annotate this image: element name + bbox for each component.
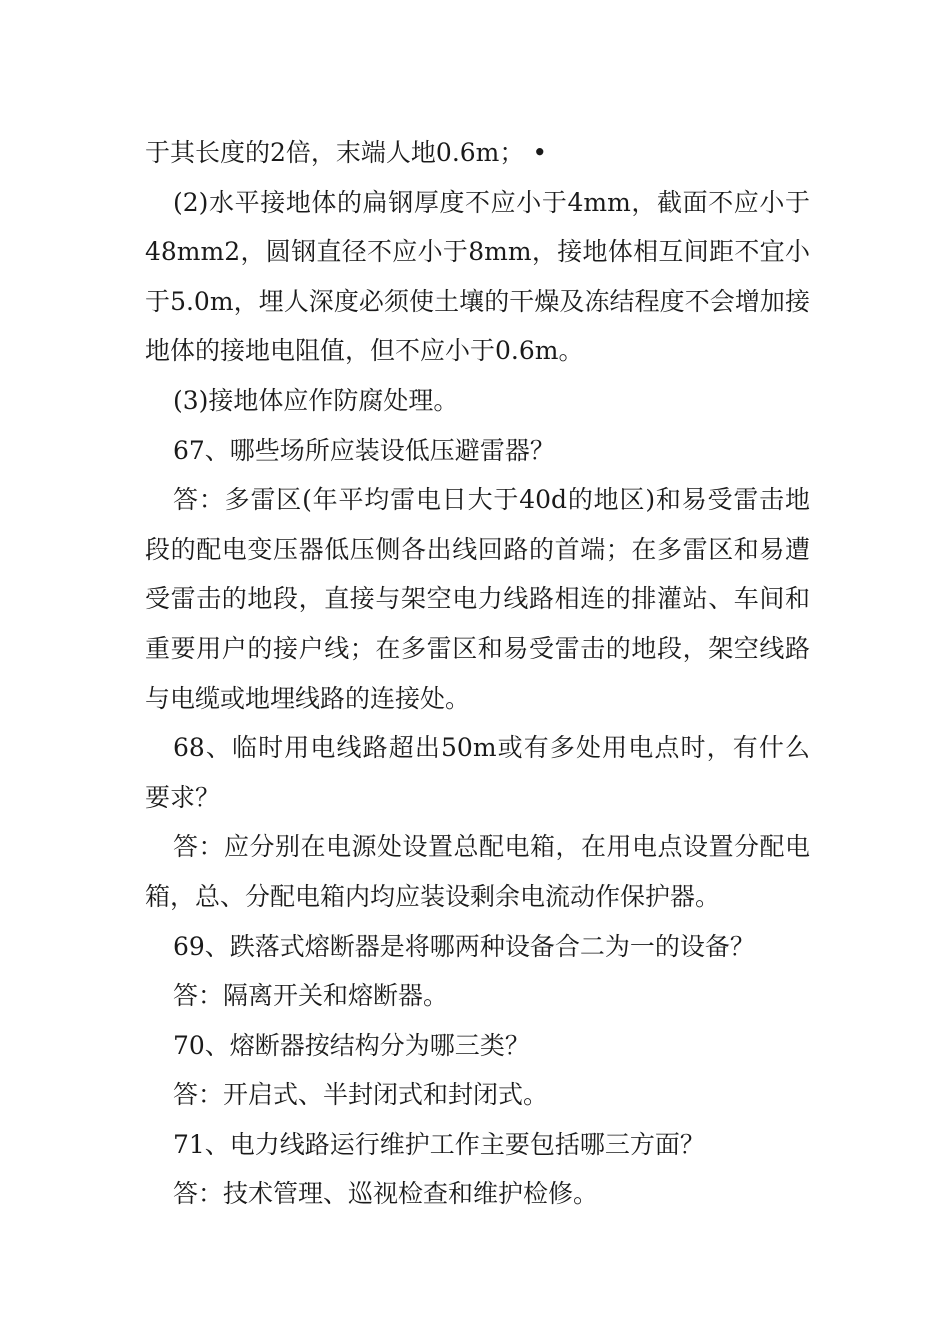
answer-71: 答：技术管理、巡视检查和维护检修。 xyxy=(173,1179,599,1209)
answer-70: 答：开启式、半封闭式和封闭式。 xyxy=(173,1080,549,1110)
question-67: 67、哪些场所应装设低压避雷器？ xyxy=(173,435,555,465)
question-70: 70、熔断器按结构分为哪三类？ xyxy=(173,1030,530,1060)
answer-68: 答：应分别在电源处设置总配电箱，在用电点设置分配电箱，总、分配电箱内均应装设剩余电流动作保护器。 xyxy=(145,832,810,911)
document-body xyxy=(145,128,810,1219)
paragraph-item-2: (2)水平接地体的扁钢厚度不应小于4mm，截面不应小于48mm2，圆钢直径不应小于8mm，接地体相互间距不宜小于5.0m，埋人深度必须使土壤的干燥及冻结程度不会增加接地体的接地电阻值，但不应小于0.6m。 xyxy=(145,187,810,366)
paragraph-item-3: (3)接地体应作防腐处理。 xyxy=(173,385,459,415)
question-71: 71、电力线路运行维护工作主要包括哪三方面？ xyxy=(173,1129,705,1159)
paragraph-continuation: 于其长度的2倍，末端人地0.6m； • xyxy=(145,138,548,167)
answer-67: 答：多雷区(年平均雷电日大于40d的地区)和易受雷击地段的配电变压器低压侧各出线回路的首端；在多雷区和易遭受雷击的地段，直接与架空电力线路相连的排灌站、车间和重要用户的接户线；在多雷区和易受雷击的地段，架空线路与电缆或地埋线路的连接处。 xyxy=(145,485,810,713)
question-68: 68、临时用电线路超出50m或有多处用电点时，有什么要求？ xyxy=(145,733,810,812)
question-69: 69、跌落式熔断器是将哪两种设备合二为一的设备？ xyxy=(173,931,755,961)
answer-69: 答：隔离开关和熔断器。 xyxy=(173,981,449,1011)
